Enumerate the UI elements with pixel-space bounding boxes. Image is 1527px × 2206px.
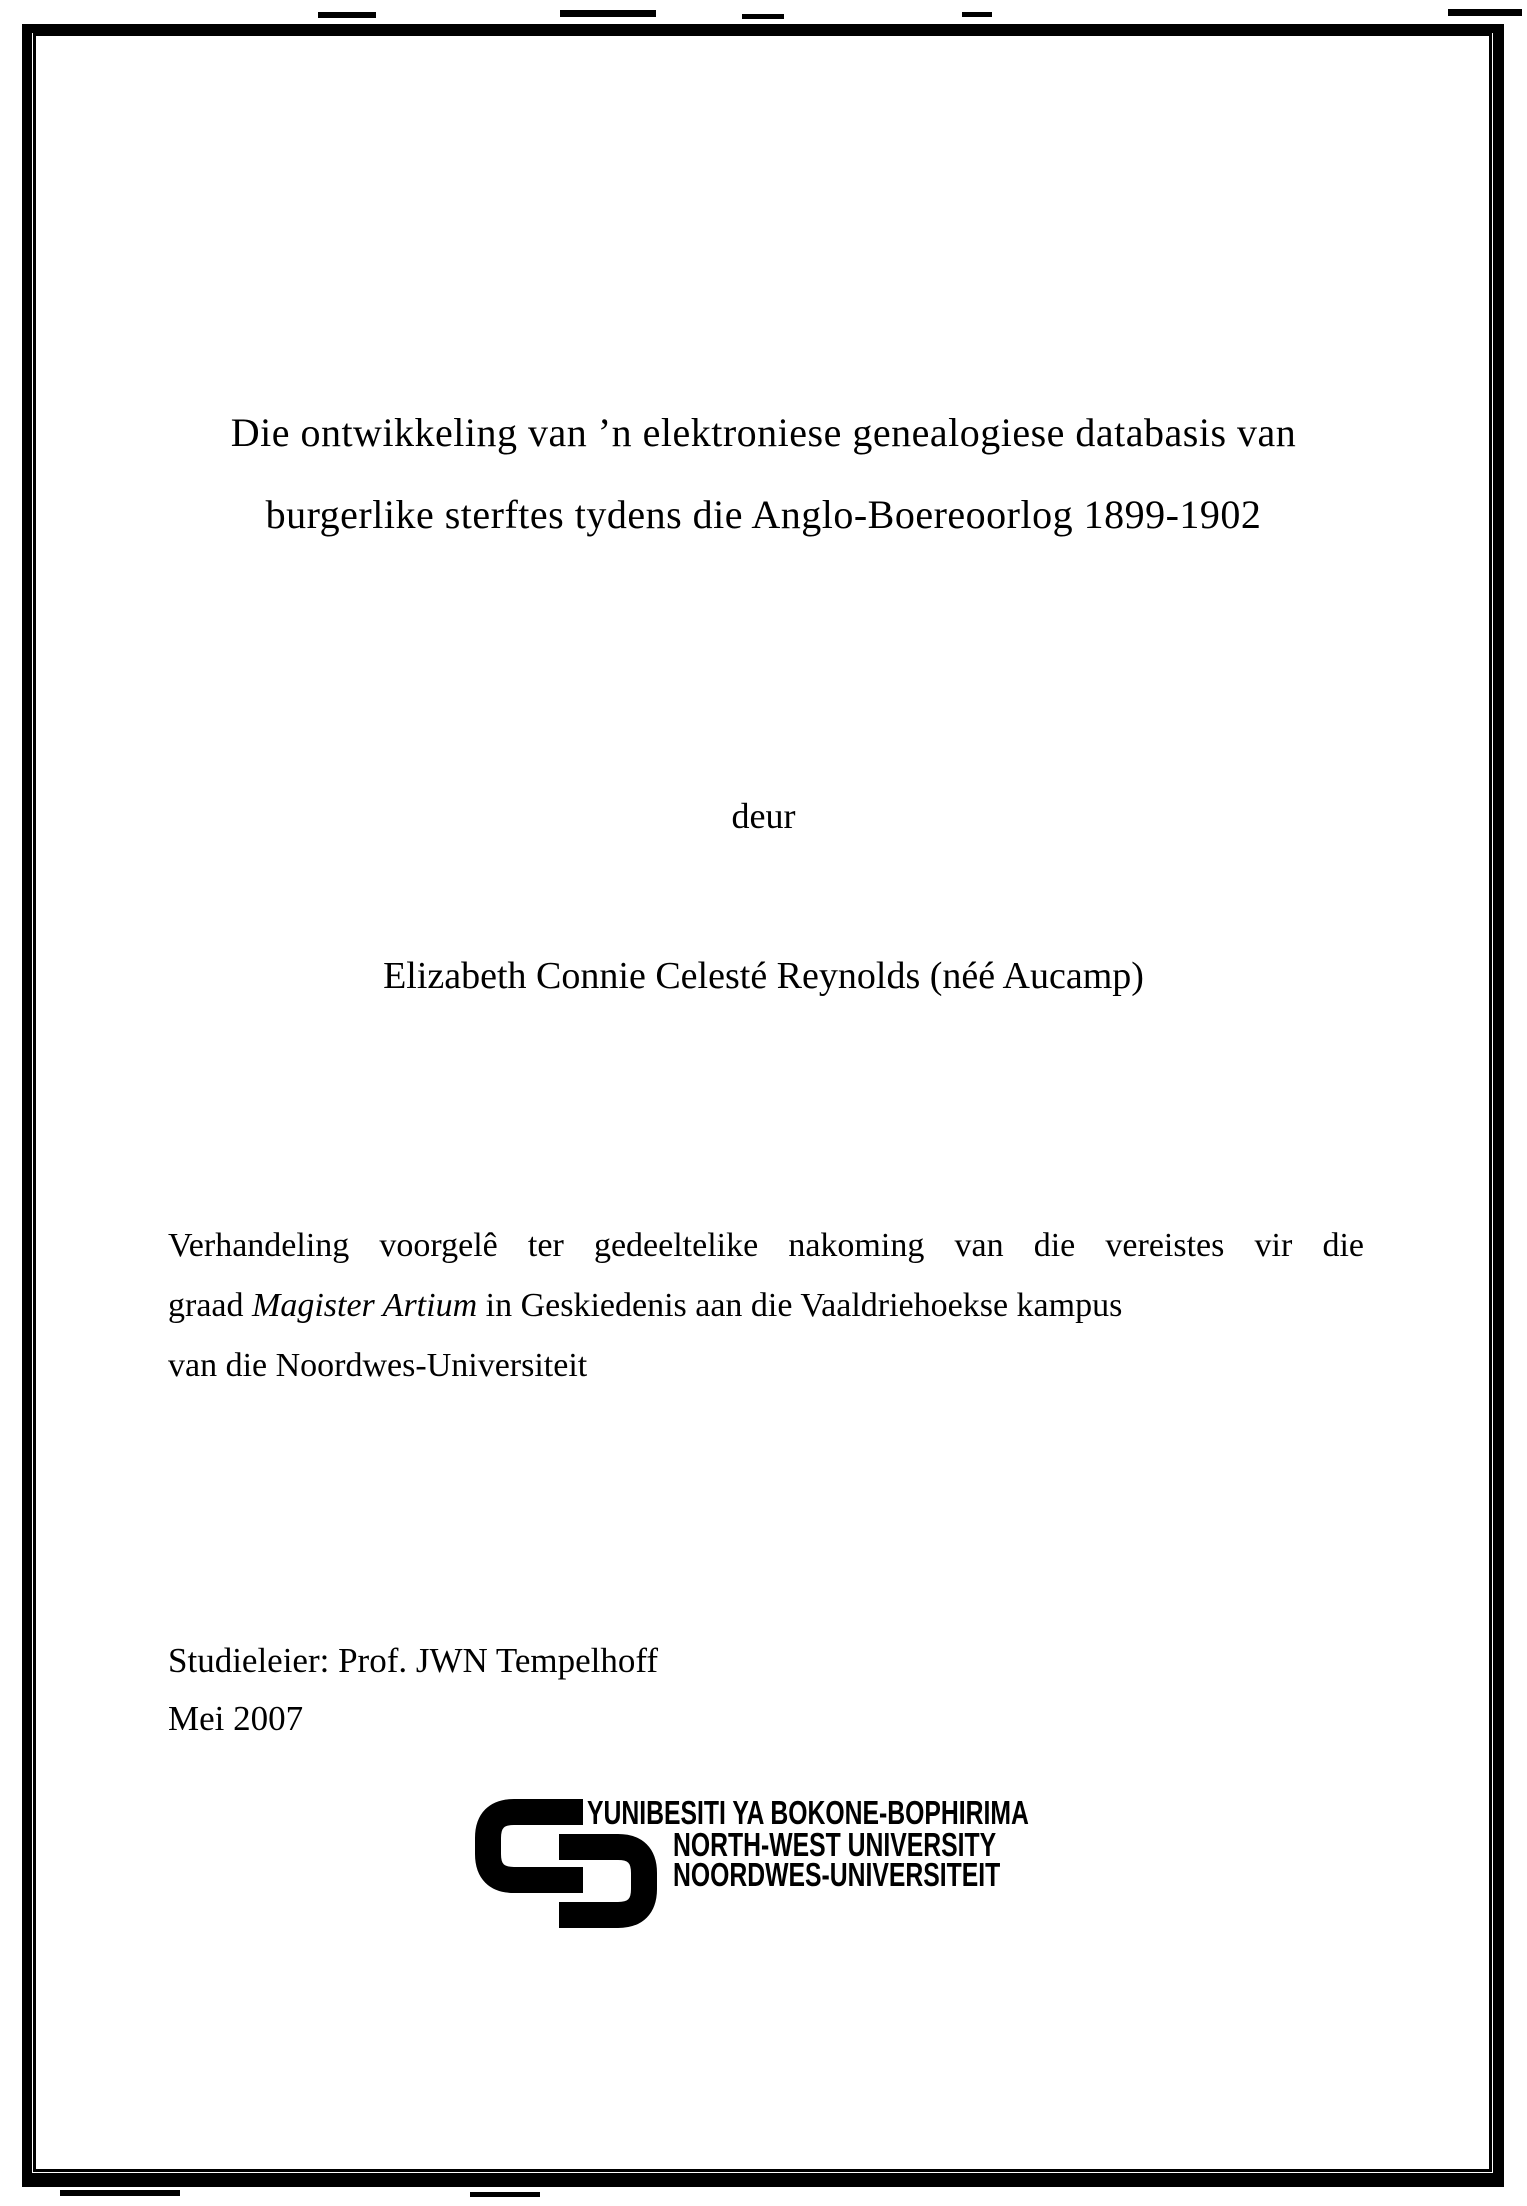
author-name: Elizabeth Connie Celesté Reynolds (néé Aucamp) [383,955,1144,997]
scan-artifact [560,10,656,17]
description-line-3: van die Noordwes-Universiteit [168,1347,588,1384]
description-line-1 [168,1216,1364,1276]
thesis-title-line-1: Die ontwikkeling van ’n elektroniese genealogiese databasis van [230,410,1297,455]
description-line-1-text: Verhandeling voorgelê ter gedeeltelike nakoming van die vereistes vir die [168,1227,1364,1264]
university-logo [466,1790,1106,1950]
supervisor-line: Studieleier: Prof. JWN Tempelhoff [168,1641,659,1680]
description-line-2-post: in Geskiedenis aan die Vaaldriehoekse kampus [477,1287,1123,1324]
date-line: Mei 2007 [168,1699,304,1738]
scan-artifact [318,12,376,18]
logo-text-setswana: YUNIBESITI YA BOKONE-BOPHIRIMA [587,1794,1029,1831]
description-line-2 [168,1276,1364,1336]
scan-artifact [962,12,992,17]
scan-artifact [60,2190,180,2196]
scan-artifact [1448,9,1522,16]
scan-artifact [742,14,784,19]
thesis-title [0,392,1527,556]
thesis-description [168,1216,1364,1396]
description-line-2-pre: graad [168,1287,253,1324]
thesis-title-line-2: burgerlike sterftes tydens die Anglo-Boereoorlog 1899-1902 [265,492,1262,537]
logo-text-english: NORTH-WEST UNIVERSITY [673,1826,997,1863]
byline-label: deur [731,796,796,836]
logo-text-afrikaans: NOORDWES-UNIVERSITEIT [673,1856,1001,1893]
degree-name-italic: Magister Artium [252,1287,478,1324]
scan-artifact [470,2192,540,2197]
advisor-block [168,1632,658,1748]
